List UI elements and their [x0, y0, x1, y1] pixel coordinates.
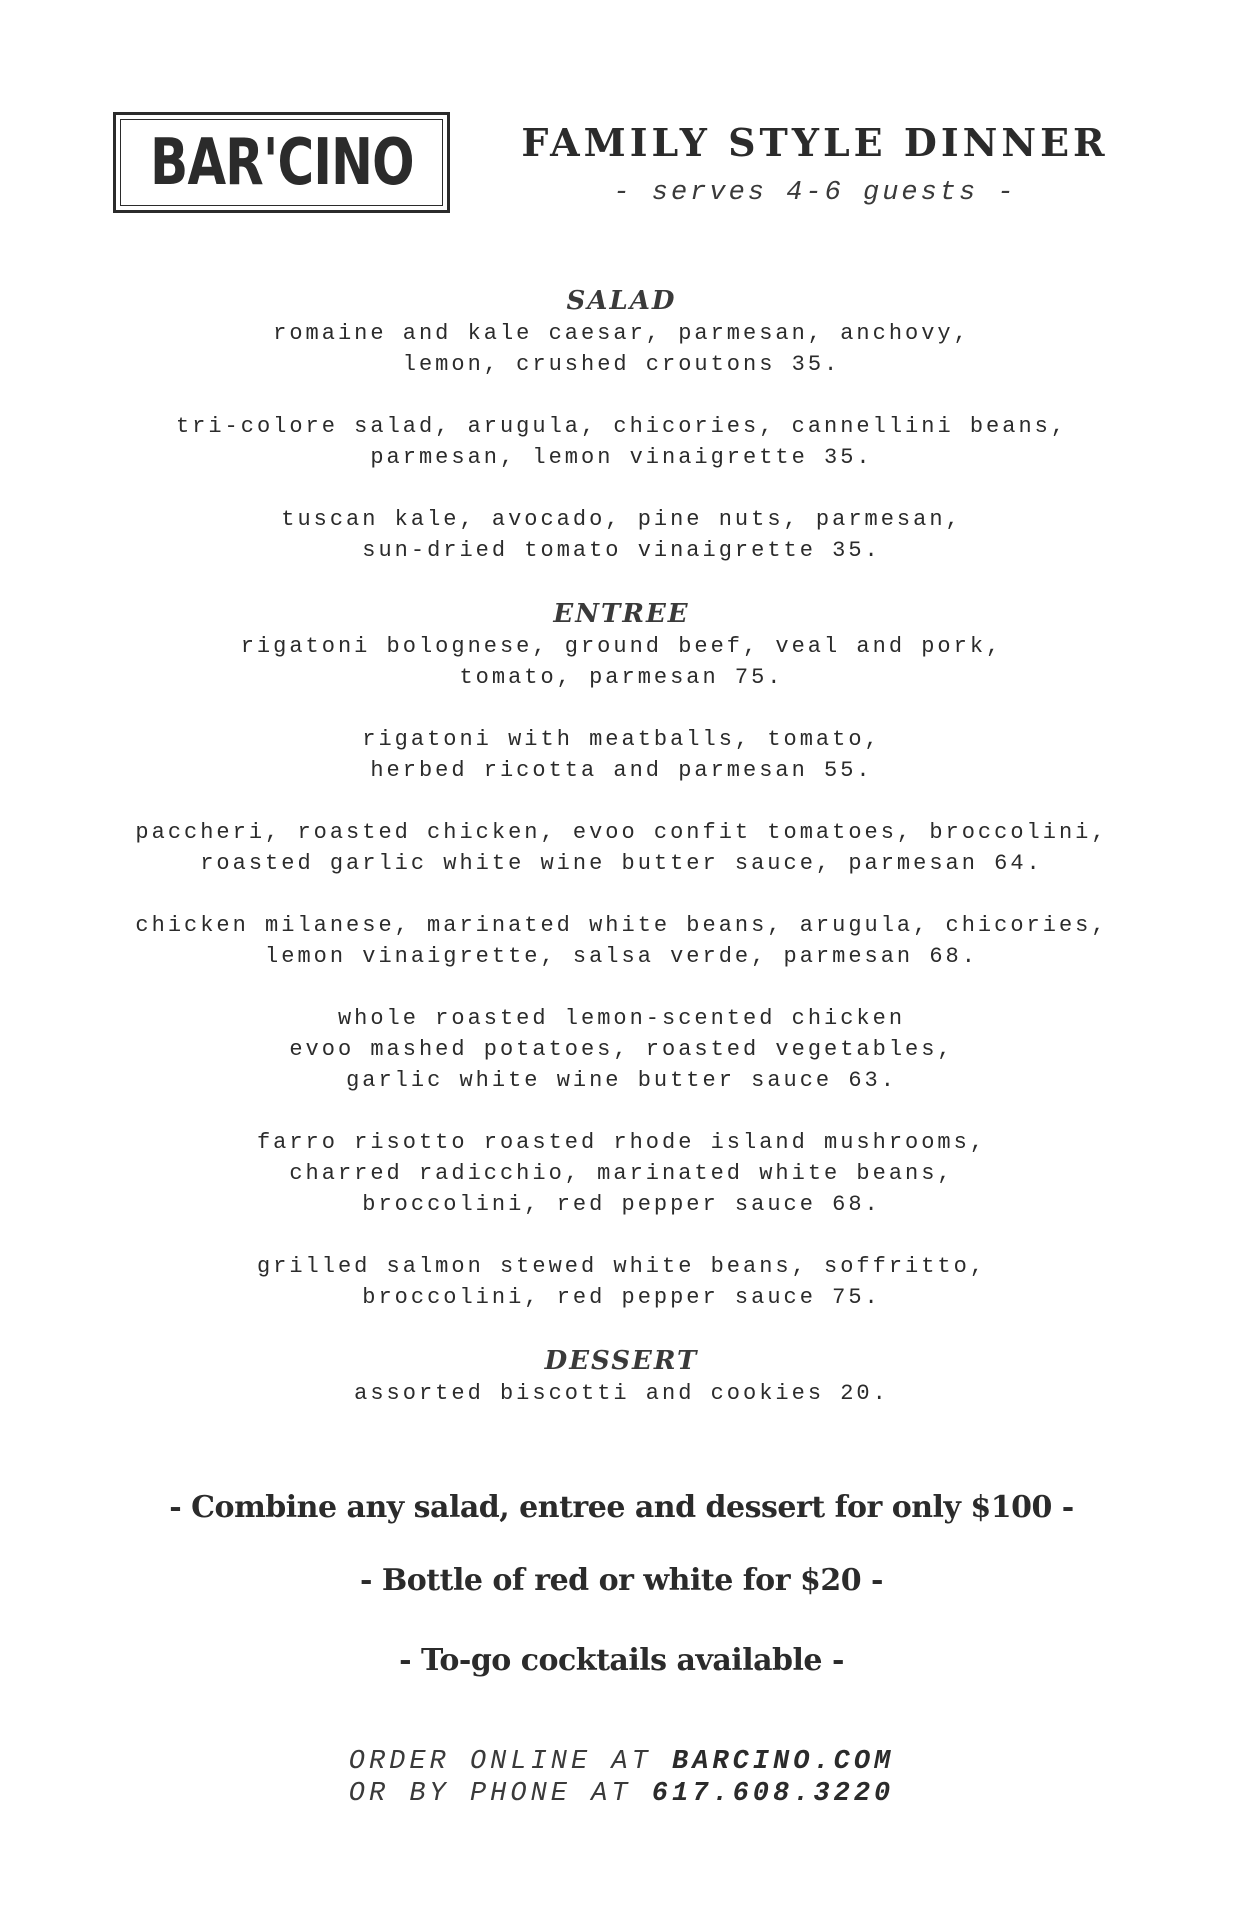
- offers: [0, 1488, 1243, 1681]
- menu-item: [0, 631, 1243, 693]
- menu-item-line: tri-colore salad, arugula, chicories, cannellini beans,: [175, 414, 1068, 439]
- menu-item-line: tomato, parmesan 75.: [459, 665, 784, 690]
- logo-inner-frame: [120, 119, 443, 206]
- menu-item-line: paccheri, roasted chicken, evoo confit tomatoes, broccolini,: [135, 820, 1108, 845]
- logo: [113, 112, 450, 213]
- section-heading: SALAD: [566, 286, 677, 316]
- menu-item-line: rigatoni bolognese, ground beef, veal and pork,: [240, 634, 1003, 659]
- section-dessert: [0, 1344, 1243, 1409]
- menu-item-line: farro risotto roasted rhode island mushrooms,: [256, 1130, 987, 1155]
- menu-item: [0, 817, 1243, 879]
- combo-offer: - Combine any salad, entree and dessert for only $100 -: [169, 1490, 1074, 1525]
- menu-item: [0, 1003, 1243, 1096]
- menu-item: [0, 318, 1243, 380]
- phone-number[interactable]: 617.608.3220: [651, 1779, 895, 1809]
- page-subtitle: - serves 4-6 guests -: [613, 178, 1017, 208]
- menu-item-line: romaine and kale caesar, parmesan, anchovy,: [273, 321, 970, 346]
- menu-body: [0, 284, 1243, 1440]
- menu-item-line: garlic white wine butter sauce 63.: [346, 1068, 897, 1093]
- wine-offer: - Bottle of red or white for $20 -: [360, 1563, 883, 1598]
- menu-item-line: whole roasted lemon-scented chicken: [337, 1006, 906, 1031]
- menu-item-line: charred radicchio, marinated white beans,: [289, 1161, 954, 1186]
- menu-item-line: evoo mashed potatoes, roasted vegetables,: [289, 1037, 954, 1062]
- section-heading: DESSERT: [544, 1346, 699, 1376]
- menu-item: [0, 411, 1243, 473]
- page-title: FAMILY STYLE DINNER: [521, 120, 1109, 165]
- section-entree: [0, 597, 1243, 1313]
- menu-item-line: roasted garlic white wine butter sauce, parmesan 64.: [200, 851, 1043, 876]
- menu-item: [0, 1378, 1243, 1409]
- order-phone-prefix: OR BY PHONE AT: [348, 1779, 652, 1809]
- order-phone-line: [0, 1778, 1243, 1810]
- menu-item: [0, 504, 1243, 566]
- menu-item-line: parmesan, lemon vinaigrette 35.: [370, 445, 873, 470]
- section-heading: ENTREE: [553, 599, 690, 629]
- menu-item-line: lemon, crushed croutons 35.: [402, 352, 841, 377]
- order-online-line: [0, 1746, 1243, 1778]
- menu-item-line: lemon vinaigrette, salsa verde, parmesan 68.: [265, 944, 978, 969]
- menu-item-line: sun-dried tomato vinaigrette 35.: [362, 538, 881, 563]
- logo-text: BAR'CINO: [149, 125, 414, 200]
- menu-item-line: chicken milanese, marinated white beans, arugula, chicories,: [135, 913, 1108, 938]
- menu-item-line: broccolini, red pepper sauce 68.: [362, 1192, 881, 1217]
- menu-item-line: herbed ricotta and parmesan 55.: [370, 758, 873, 783]
- order-footer: [0, 1746, 1243, 1810]
- menu-item: [0, 910, 1243, 972]
- section-salad: [0, 284, 1243, 566]
- menu-item-line: assorted biscotti and cookies 20.: [354, 1381, 889, 1406]
- menu-item-line: rigatoni with meatballs, tomato,: [362, 727, 881, 752]
- menu-item: [0, 1251, 1243, 1313]
- menu-item-line: grilled salmon stewed white beans, soffritto,: [256, 1254, 987, 1279]
- menu-item: [0, 1127, 1243, 1220]
- cocktails-offer: - To-go cocktails available -: [399, 1643, 844, 1678]
- website-link[interactable]: BARCINO.COM: [672, 1747, 895, 1777]
- order-online-prefix: ORDER ONLINE AT: [348, 1747, 672, 1777]
- menu-item: [0, 724, 1243, 786]
- menu-item-line: broccolini, red pepper sauce 75.: [362, 1285, 881, 1310]
- menu-item-line: tuscan kale, avocado, pine nuts, parmesan,: [281, 507, 962, 532]
